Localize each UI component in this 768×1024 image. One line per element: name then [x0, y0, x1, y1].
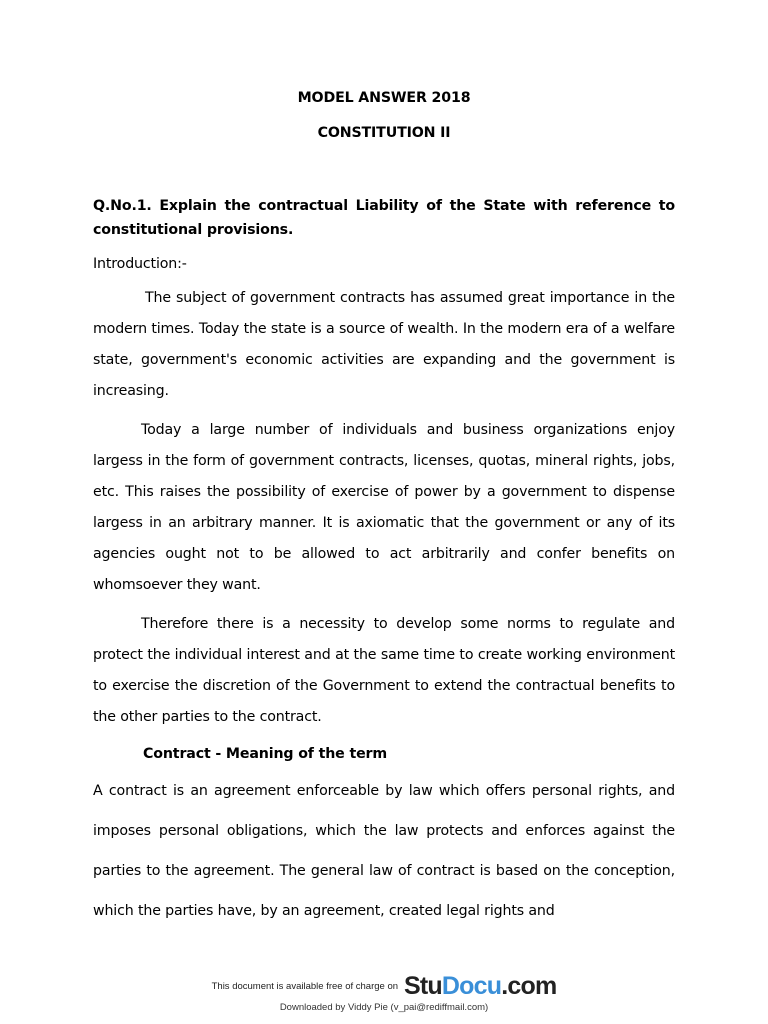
document-body: [93, 88, 675, 931]
brand-part-3: .com: [501, 972, 557, 1000]
paragraph-2: Today a large number of individuals and business organizations enjoy largess in the form of government contracts, licenses, quotas, mineral rights, jobs, etc. This raises the possibility of exercise of power by a government to dispense largess in an arbitrary manner. It is axiomatic that the government or any of its agencies ought not to be allowed to act arbitrarily and confer benefits on whomsoever they want.: [93, 422, 675, 593]
paragraph-3: Therefore there is a necessity to develop some norms to regulate and protect the individual interest and at the same time to create working environment to exercise the discretion of the Government to extend the contractual benefits to the other parties to the contract.: [93, 616, 675, 725]
brand-part-2: Docu: [441, 972, 502, 1000]
paragraph-1: The subject of government contracts has assumed great importance in the modern times. Today the state is a source of wealth. In the modern era of a welfare state, government's economic activities are expanding and the government is increasing.: [93, 290, 675, 399]
studocu-footer: [0, 972, 768, 1013]
introduction-label: Introduction:-: [93, 256, 187, 272]
footer-line: [0, 972, 768, 1000]
free-charge-note: This document is available free of charge on: [211, 980, 399, 992]
downloaded-by-note: Downloaded by Viddy Pie (v_pai@rediffmail.com): [279, 1002, 489, 1013]
document-subtitle: CONSTITUTION II: [317, 125, 451, 141]
question-heading: Q.No.1. Explain the contractual Liability of the State with reference to constitutional provisions.: [93, 198, 675, 238]
contract-subheading: Contract - Meaning of the term: [143, 746, 388, 762]
contract-paragraph: A contract is an agreement enforceable by law which offers personal rights, and imposes personal obligations, which the law protects and enforces against the parties to the agreement. The general law of contract is based on the conception, which the parties have, by an agreement, created legal rights and: [93, 783, 675, 919]
brand-part-1: Stu: [404, 972, 442, 1000]
studocu-logo[interactable]: [404, 972, 556, 1000]
document-title: MODEL ANSWER 2018: [297, 90, 471, 106]
